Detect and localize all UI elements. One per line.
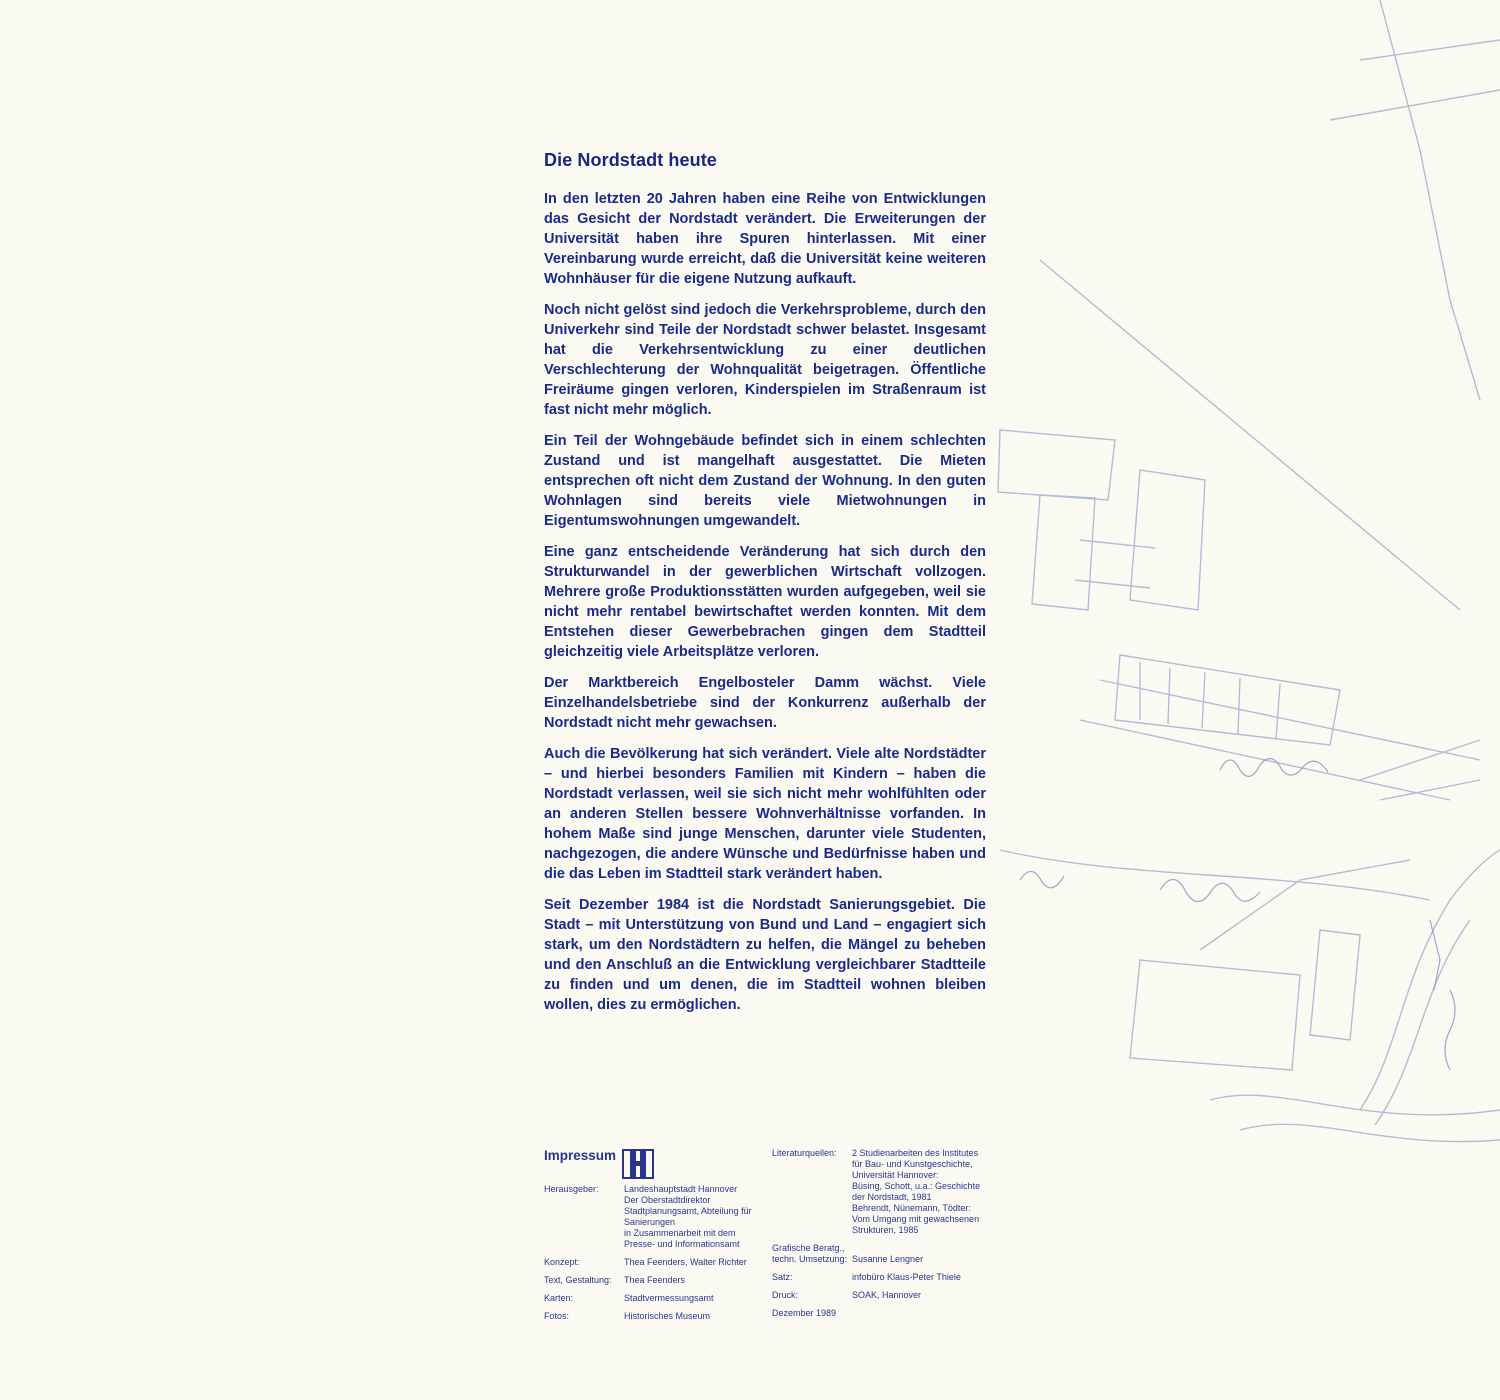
impressum-right-column [772, 1148, 1002, 1326]
impressum-label: Literaturquellen: [772, 1148, 837, 1158]
impressum-label: Konzept: [544, 1257, 580, 1267]
impressum-row [544, 1293, 774, 1304]
impressum-row [544, 1257, 774, 1268]
impressum-value: Thea Feenders, Walter Richter [624, 1257, 747, 1267]
impressum-row [544, 1311, 774, 1322]
impressum-left-column [544, 1184, 774, 1329]
impressum-label: Druck: [772, 1290, 799, 1300]
impressum-value: 2 Studienarbeiten des Institutes für Bau- und Kunstgeschichte, Universität Hannover: Büsing, Schott, u.a.: Geschichte der Nordstadt, 1981 Behrendt, Nünemann, Tödter: Vom Umgang mit gewachsenen Strukturen, 1985 [852, 1148, 981, 1235]
impressum-value: Thea Feenders [624, 1275, 686, 1285]
article [544, 150, 986, 1026]
historic-map-illustration [980, 0, 1500, 1400]
impressum-row [772, 1272, 1002, 1283]
impressum-label: Text, Gestaltung: [544, 1275, 612, 1285]
article-paragraph: Der Marktbereich Engelbosteler Damm wächst. Viele Einzelhandelsbetriebe sind der Konkurrenz außerhalb der Nordstadt nicht mehr gewachsen. [544, 675, 986, 731]
impressum-value: SOAK, Hannover [852, 1290, 922, 1300]
impressum-row [544, 1184, 774, 1250]
impressum-value: Landeshauptstadt Hannover Der Oberstadtdirektor Stadtplanungsamt, Abteilung für Sanierungen in Zusammenarbeit mit dem Presse- und Informationsamt [624, 1184, 752, 1249]
impressum [544, 1148, 1004, 1321]
impressum-title: Impressum [544, 1148, 617, 1163]
hannover-logo-icon [622, 1149, 654, 1179]
impressum-row [544, 1275, 774, 1286]
impressum-value: infobüro Klaus-Peter Thiele [852, 1272, 961, 1282]
impressum-label: Karten: [544, 1293, 574, 1303]
impressum-label: Satz: [772, 1272, 793, 1282]
impressum-date: Dezember 1989 [772, 1308, 837, 1318]
impressum-label: Herausgeber: [544, 1184, 599, 1194]
impressum-value: Stadtvermessungsamt [624, 1293, 714, 1303]
impressum-value: Susanne Lengner [852, 1254, 924, 1264]
impressum-row [772, 1243, 1002, 1265]
article-title: Die Nordstadt heute [544, 150, 717, 170]
impressum-label: Grafische Beratg., techn. Umsetzung: [772, 1243, 848, 1264]
impressum-row [772, 1290, 1002, 1301]
article-paragraph: Noch nicht gelöst sind jedoch die Verkehrsprobleme, durch den Univerkehr sind Teile der Nordstadt schwer belastet. Insgesamt hat die Verkehrsentwicklung zu einer deutlichen Verschlechterung der Wohnqualität beigetragen. Öffentliche Freiräume gingen verloren, Kinderspielen im Straßenraum ist fast nicht mehr möglich. [544, 302, 986, 418]
article-paragraph: Ein Teil der Wohngebäude befindet sich in einem schlechten Zustand und ist mangelhaft ausgestattet. Die Mieten entsprechen oft nicht dem Zustand der Wohnung. In den guten Wohnlagen sind bereits viele Mietwohnungen in Eigentumswohnungen umgewandelt. [544, 433, 986, 529]
impressum-row [772, 1148, 1002, 1236]
impressum-row [772, 1308, 1002, 1319]
impressum-label: Fotos: [544, 1311, 570, 1321]
article-paragraph: In den letzten 20 Jahren haben eine Reihe von Entwicklungen das Gesicht der Nordstadt verändert. Die Erweiterungen der Universität haben ihre Spuren hinterlassen. Mit einer Vereinbarung wurde erreicht, daß die Universität keine weiteren Wohnhäuser für die eigene Nutzung aufkauft. [544, 191, 986, 287]
article-paragraph: Eine ganz entscheidende Veränderung hat sich durch den Strukturwandel in der gewerblichen Wirtschaft vollzogen. Mehrere große Produktionsstätten wurden aufgegeben, weil sie nicht mehr rentabel bewirtschaftet werden konnten. Mit dem Entstehen dieser Gewerbebrachen gingen dem Stadtteil gleichzeitig viele Arbeitsplätze verloren. [544, 544, 986, 660]
impressum-value: Historisches Museum [624, 1311, 711, 1321]
article-paragraph: Seit Dezember 1984 ist die Nordstadt Sanierungsgebiet. Die Stadt – mit Unterstützung von Bund und Land – engagiert sich stark, um den Nordstädtern zu helfen, die Mängel zu beheben und den Anschluß an die Entwicklung vergleichbarer Stadtteile zu finden und um denen, die im Stadtteil wohnen bleiben wollen, dies zu ermöglichen. [544, 897, 986, 1013]
article-paragraph: Auch die Bevölkerung hat sich verändert. Viele alte Nordstädter – und hierbei besonders Familien mit Kindern – haben die Nordstadt verlassen, weil sie sich nicht mehr wohlfühlten oder an anderen Stellen bessere Wohnverhältnisse vorfanden. In hohem Maße sind junge Menschen, darunter viele Studenten, nachgezogen, die andere Wünsche und Bedürfnisse haben und die das Leben im Stadtteil stark verändert haben. [544, 746, 986, 882]
